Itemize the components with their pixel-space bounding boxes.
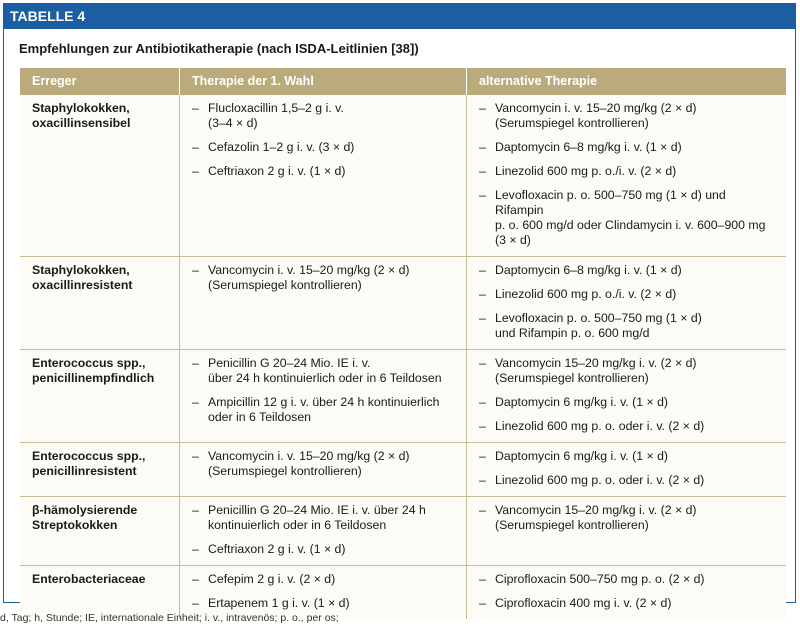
list-dash: – bbox=[192, 572, 199, 586]
text-line: Daptomycin 6–8 mg/kg i. v. (1 × d) bbox=[495, 140, 682, 154]
first-choice-text bbox=[208, 395, 456, 425]
pathogen-cell bbox=[20, 257, 180, 350]
table-body bbox=[20, 95, 786, 619]
list-dash: – bbox=[479, 311, 486, 325]
alternative-text bbox=[495, 101, 776, 131]
first-choice-item bbox=[192, 503, 456, 533]
footnote: d, Tag; h, Stunde; IE, internationale Einheit; i. v., intravenös; p. o., per os; bbox=[0, 612, 339, 624]
list-dash: – bbox=[479, 263, 486, 277]
pathogen-cell bbox=[20, 350, 180, 443]
text-line: Ciprofloxacin 400 mg i. v. (2 × d) bbox=[495, 596, 672, 610]
text-line: Ceftriaxon 2 g i. v. (1 × d) bbox=[208, 164, 346, 178]
text-line: oxacillinresistent bbox=[32, 278, 133, 292]
first-choice-text bbox=[208, 356, 456, 386]
text-line: oder in 6 Teildosen bbox=[208, 410, 312, 424]
list-dash: – bbox=[479, 473, 486, 487]
first-choice-text bbox=[208, 140, 456, 155]
list-dash: – bbox=[479, 287, 486, 301]
first-choice-cell bbox=[180, 257, 467, 350]
alternative-item bbox=[479, 263, 776, 278]
list-dash: – bbox=[479, 572, 486, 586]
list-dash: – bbox=[479, 503, 486, 517]
table-row bbox=[20, 443, 786, 497]
first-choice-text bbox=[208, 101, 456, 131]
list-dash: – bbox=[479, 596, 486, 610]
list-dash: – bbox=[479, 395, 486, 409]
alternative-item bbox=[479, 449, 776, 464]
text-line: (Serumspiegel kontrollieren) bbox=[495, 371, 649, 385]
first-choice-item bbox=[192, 542, 456, 557]
alternative-cell bbox=[467, 95, 787, 257]
text-line: Linezolid 600 mg p. o. oder i. v. (2 × d) bbox=[495, 473, 705, 487]
text-line: Vancomycin i. v. 15–20 mg/kg (2 × d) bbox=[208, 449, 410, 463]
table-row bbox=[20, 497, 786, 566]
text-line: kontinuierlich oder in 6 Teildosen bbox=[208, 518, 387, 532]
first-choice-cell bbox=[180, 350, 467, 443]
alternative-text bbox=[495, 188, 776, 248]
list-dash: – bbox=[192, 596, 199, 610]
alternative-cell bbox=[467, 257, 787, 350]
list-dash: – bbox=[192, 164, 199, 178]
text-line: Penicillin G 20–24 Mio. IE i. v. bbox=[208, 356, 371, 370]
first-choice-text bbox=[208, 263, 456, 293]
column-header-pathogen: Erreger bbox=[20, 68, 180, 95]
antibiotic-table bbox=[20, 68, 786, 619]
text-line: penicillinempfindlich bbox=[32, 371, 155, 385]
alternative-text bbox=[495, 596, 776, 611]
table-number: TABELLE 4 bbox=[10, 8, 86, 24]
list-dash: – bbox=[192, 356, 199, 370]
alternative-item bbox=[479, 473, 776, 488]
first-choice-item bbox=[192, 263, 456, 293]
text-line: (3 × d) bbox=[495, 233, 531, 247]
first-choice-item bbox=[192, 140, 456, 155]
text-line: Cefazolin 1–2 g i. v. (3 × d) bbox=[208, 140, 355, 154]
alternative-item bbox=[479, 188, 776, 248]
list-dash: – bbox=[192, 395, 199, 409]
first-choice-text bbox=[208, 542, 456, 557]
list-dash: – bbox=[192, 140, 199, 154]
list-dash: – bbox=[192, 449, 199, 463]
first-choice-text bbox=[208, 449, 456, 479]
alternative-text bbox=[495, 164, 776, 179]
text-line: β-hämolysierende bbox=[32, 503, 138, 517]
text-line: Levofloxacin p. o. 500–750 mg (1 × d) und Rifampin bbox=[495, 188, 726, 217]
pathogen-cell bbox=[20, 95, 180, 257]
table-frame bbox=[3, 3, 796, 610]
text-line: Penicillin G 20–24 Mio. IE i. v. über 24 h bbox=[208, 503, 426, 517]
alternative-item bbox=[479, 395, 776, 410]
alternative-text bbox=[495, 140, 776, 155]
alternative-text bbox=[495, 449, 776, 464]
text-line: (Serumspiegel kontrollieren) bbox=[208, 278, 362, 292]
first-choice-cell bbox=[180, 566, 467, 620]
first-choice-cell bbox=[180, 443, 467, 497]
alternative-item bbox=[479, 101, 776, 131]
text-line: über 24 h kontinuierlich oder in 6 Teildosen bbox=[208, 371, 442, 385]
first-choice-text bbox=[208, 572, 456, 587]
alternative-text bbox=[495, 287, 776, 302]
text-line: Linezolid 600 mg p. o./i. v. (2 × d) bbox=[495, 164, 677, 178]
alternative-cell bbox=[467, 443, 787, 497]
text-line: Vancomycin i. v. 15–20 mg/kg (2 × d) bbox=[208, 263, 410, 277]
list-dash: – bbox=[479, 101, 486, 115]
table-caption: Empfehlungen zur Antibiotikatherapie (nach ISDA-Leitlinien [38]) bbox=[19, 41, 419, 56]
first-choice-item bbox=[192, 596, 456, 611]
alternative-item bbox=[479, 140, 776, 155]
first-choice-item bbox=[192, 356, 456, 386]
alternative-item bbox=[479, 356, 776, 386]
list-dash: – bbox=[479, 419, 486, 433]
text-line: Linezolid 600 mg p. o./i. v. (2 × d) bbox=[495, 287, 677, 301]
text-line: Levofloxacin p. o. 500–750 mg (1 × d) bbox=[495, 311, 702, 325]
text-line: Ceftriaxon 2 g i. v. (1 × d) bbox=[208, 542, 346, 556]
alternative-text bbox=[495, 503, 776, 533]
first-choice-text bbox=[208, 164, 456, 179]
alternative-text bbox=[495, 263, 776, 278]
first-choice-text bbox=[208, 503, 456, 533]
text-line: Flucloxacillin 1,5–2 g i. v. bbox=[208, 101, 344, 115]
table-number-bar bbox=[4, 4, 795, 29]
list-dash: – bbox=[479, 449, 486, 463]
alternative-item bbox=[479, 164, 776, 179]
alternative-item bbox=[479, 572, 776, 587]
first-choice-cell bbox=[180, 95, 467, 257]
text-line: Streptokokken bbox=[32, 518, 118, 532]
alternative-text bbox=[495, 419, 776, 434]
list-dash: – bbox=[479, 140, 486, 154]
text-line: und Rifampin p. o. 600 mg/d bbox=[495, 326, 650, 340]
alternative-text bbox=[495, 572, 776, 587]
first-choice-item bbox=[192, 101, 456, 131]
list-dash: – bbox=[192, 542, 199, 556]
alternative-text bbox=[495, 356, 776, 386]
column-header-first-choice: Therapie der 1. Wahl bbox=[180, 68, 467, 95]
text-line: Enterococcus spp., bbox=[32, 356, 146, 370]
text-line: (Serumspiegel kontrollieren) bbox=[208, 464, 362, 478]
column-header-alternative: alternative Therapie bbox=[467, 68, 787, 95]
list-dash: – bbox=[192, 101, 199, 115]
first-choice-text bbox=[208, 596, 456, 611]
list-dash: – bbox=[479, 356, 486, 370]
text-line: (Serumspiegel kontrollieren) bbox=[495, 116, 649, 130]
first-choice-cell bbox=[180, 497, 467, 566]
text-line: penicillinresistent bbox=[32, 464, 137, 478]
alternative-item bbox=[479, 287, 776, 302]
table-row bbox=[20, 350, 786, 443]
list-dash: – bbox=[479, 188, 486, 202]
table-row bbox=[20, 566, 786, 620]
alternative-text bbox=[495, 473, 776, 488]
text-line: Cefepim 2 g i. v. (2 × d) bbox=[208, 572, 336, 586]
text-line: Daptomycin 6 mg/kg i. v. (1 × d) bbox=[495, 449, 669, 463]
text-line: (Serumspiegel kontrollieren) bbox=[495, 518, 649, 532]
pathogen-cell bbox=[20, 566, 180, 620]
pathogen-cell bbox=[20, 443, 180, 497]
first-choice-item bbox=[192, 572, 456, 587]
text-line: Vancomycin 15–20 mg/kg i. v. (2 × d) bbox=[495, 503, 697, 517]
table-row bbox=[20, 257, 786, 350]
first-choice-item bbox=[192, 449, 456, 479]
list-dash: – bbox=[192, 263, 199, 277]
text-line: Vancomycin 15–20 mg/kg i. v. (2 × d) bbox=[495, 356, 697, 370]
text-line: Staphylokokken, bbox=[32, 263, 130, 277]
text-line: oxacillinsensibel bbox=[32, 116, 131, 130]
alternative-item bbox=[479, 503, 776, 533]
pathogen-cell bbox=[20, 497, 180, 566]
text-line: p. o. 600 mg/d oder Clindamycin i. v. 600–900 mg bbox=[495, 218, 766, 232]
text-line: Ciprofloxacin 500–750 mg p. o. (2 × d) bbox=[495, 572, 705, 586]
first-choice-item bbox=[192, 395, 456, 425]
list-dash: – bbox=[479, 164, 486, 178]
first-choice-item bbox=[192, 164, 456, 179]
alternative-item bbox=[479, 419, 776, 434]
alternative-cell bbox=[467, 497, 787, 566]
alternative-text bbox=[495, 311, 776, 341]
table-row bbox=[20, 95, 786, 257]
list-dash: – bbox=[192, 503, 199, 517]
alternative-item bbox=[479, 596, 776, 611]
text-line: (3–4 × d) bbox=[208, 116, 258, 130]
header-row bbox=[20, 68, 786, 95]
alternative-cell bbox=[467, 566, 787, 620]
text-line: Staphylokokken, bbox=[32, 101, 130, 115]
text-line: Vancomycin i. v. 15–20 mg/kg (2 × d) bbox=[495, 101, 697, 115]
alternative-text bbox=[495, 395, 776, 410]
text-line: Ampicillin 12 g i. v. über 24 h kontinuierlich bbox=[208, 395, 440, 409]
alternative-cell bbox=[467, 350, 787, 443]
text-line: Daptomycin 6–8 mg/kg i. v. (1 × d) bbox=[495, 263, 682, 277]
text-line: Enterococcus spp., bbox=[32, 449, 146, 463]
text-line: Enterobacteriaceae bbox=[32, 572, 146, 586]
text-line: Daptomycin 6 mg/kg i. v. (1 × d) bbox=[495, 395, 669, 409]
text-line: Linezolid 600 mg p. o. oder i. v. (2 × d) bbox=[495, 419, 705, 433]
alternative-item bbox=[479, 311, 776, 341]
text-line: Ertapenem 1 g i. v. (1 × d) bbox=[208, 596, 350, 610]
